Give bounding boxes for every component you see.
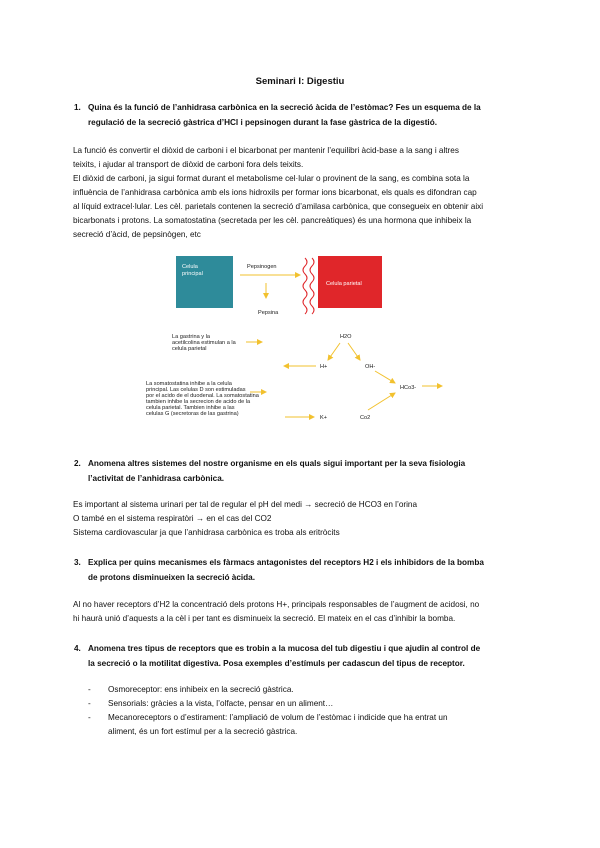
list-item — [88, 711, 528, 739]
list-item-line: aliment, és un fort estímul per a la secreció gàstrica. — [108, 727, 298, 736]
membrane-right — [310, 258, 314, 314]
gastrin-note-line: acetilcolina estimulan a la — [172, 340, 236, 346]
question-number: 3. — [74, 558, 81, 567]
answer-line: El diòxid de carboni, ja sigui format durant el metabolisme cel·lular o provinent de la sang, es combina sota la — [73, 174, 470, 183]
answer-line: O també en el sistema respiratòri → en el cas del CO2 — [73, 514, 272, 523]
question-3 — [74, 556, 528, 585]
co2-label: Co2 — [360, 415, 371, 421]
list-dash: - — [88, 699, 91, 708]
answer-4-list — [88, 683, 528, 739]
answer-line: teixits, i ajudar al transport de diòxid de carboni fora dels teixits. — [73, 160, 304, 169]
question-line: Explica per quins mecanismes els fàrmacs antagonistes del receptors H2 i els inhibidors de la bomba — [88, 558, 484, 567]
h2o-label: H2O — [340, 334, 352, 340]
question-2 — [74, 457, 528, 486]
question-line: de protons disminueixen la secreció àcida. — [88, 572, 255, 582]
chief-cell-label: principal — [182, 271, 203, 277]
question-line: l’activitat de l’anhidrasa carbònica. — [88, 473, 225, 483]
question-line: regulació de la secreció gàstrica d’HCl i pepsinogen durant la fase gàstrica de la digestió. — [88, 117, 437, 127]
parietal-cell-label: Celula parietal — [326, 281, 362, 287]
answer-line: secreció d’àcid, de pepsinògen, etc — [73, 230, 201, 239]
answer-line: hi haurà unió d’aquests a la cèl i per tant es disminueix la secreció. El mateix en el cas d’inhibir la bomba. — [73, 614, 456, 623]
question-line: Quina és la funció de l’anhidrasa carbònica en la secreció àcida de l’estòmac? Fes un esquema de la — [88, 103, 481, 112]
list-item-line: Sensorials: gràcies a la vista, l’olfacte, pensar en un aliment… — [108, 699, 334, 708]
arrow-h2o-oh — [348, 343, 360, 360]
chief-cell-label: Celula — [182, 264, 198, 270]
answer-line: influència de l’anhidrasa carbònica amb els ions hidroxils per formar ions bicarbonat, els quals es difondran cap — [73, 188, 477, 197]
gastrin-note-line: La gastrina y la — [172, 334, 210, 340]
list-item-line: Mecanoreceptors o d’estirament: l’ampliació de volum de l’estòmac i indicide que ha entrat un — [108, 713, 448, 722]
somato-note-line: celula parietal. Tambien inhibe a las — [146, 405, 235, 411]
k-plus-label: K+ — [320, 415, 327, 421]
question-line: Anomena tres tipus de receptors que es trobin a la mucosa del tub digestiu i que ajudin al control de — [88, 644, 481, 653]
somato-note-line: tambien inhibe la secrecion de acido de la — [146, 399, 251, 405]
membrane-left — [303, 258, 307, 314]
list-item — [88, 697, 528, 711]
h-plus-label: H+ — [320, 364, 328, 370]
arrow-oh-hco3 — [375, 371, 395, 383]
answer-line: La funció és convertir el diòxid de carboni i el bicarbonat per mantenir l’equilibri àcid-base a la sang i altres — [73, 146, 459, 155]
answer-line: Sistema cardiovascular ja que l’anhidrasa carbònica es troba als eritròcits — [73, 528, 340, 537]
oh-minus-label: OH- — [365, 364, 376, 370]
somato-note-line: La somatostatina inhibe a la celula — [146, 381, 232, 387]
list-dash: - — [88, 685, 91, 694]
answer-line: bicarbonats i protons. La somatostatina (secretada per les cèl. pancreàtiques) és una hormona que inhibeix la — [73, 216, 472, 225]
question-line: la secreció o la motilitat digestiva. Posa exemples d’estímuls per cadascun del tipus de receptor. — [88, 658, 465, 668]
question-number: 4. — [74, 644, 81, 653]
answer-line: Al no haver receptors d’H2 la concentració dels protons H+, principals responsables de l’augment de acidosi, no — [73, 600, 480, 609]
list-dash: - — [88, 713, 91, 722]
pepsina-label: Pepsina — [258, 310, 279, 316]
arrow-h2o-h — [328, 343, 340, 360]
answer-line: Es important al sistema urinari per tal de regular el pH del medi → secreció de HCO3 en l’orina — [73, 500, 418, 509]
hco3-label: HCo3- — [400, 385, 417, 391]
arrow-co2-hco3 — [368, 393, 395, 410]
answer-3 — [73, 598, 528, 626]
list-item-line: Osmoreceptor: ens inhibeix en la secreció gàstrica. — [108, 685, 294, 694]
somato-note-line: celulas G (secretoras de las gastrina) — [146, 411, 239, 417]
answer-line: al líquid extracel·lular. Les cèl. parietals contenen la secreció d’amilasa carbònica, que consegueix en obtenir aixi — [73, 202, 484, 211]
answer-2 — [73, 498, 528, 540]
question-number: 2. — [74, 459, 81, 468]
list-item — [88, 683, 528, 697]
pepsinogen-label: Pepsinogen — [247, 264, 277, 270]
page-title: Seminari I: Digestiu — [255, 76, 345, 87]
somato-note-line: por el acido de el duodenal. La somatostatina — [146, 393, 259, 399]
question-line: Anomena altres sistemes del nostre organisme en els quals sigui important per la seva fisiologia — [88, 459, 466, 468]
question-4 — [74, 642, 528, 671]
somato-note-line: principal. Las celulas D son estimuladas — [146, 387, 246, 393]
question-number: 1. — [74, 103, 81, 112]
gastrin-note-line: celula parietal — [172, 346, 207, 352]
